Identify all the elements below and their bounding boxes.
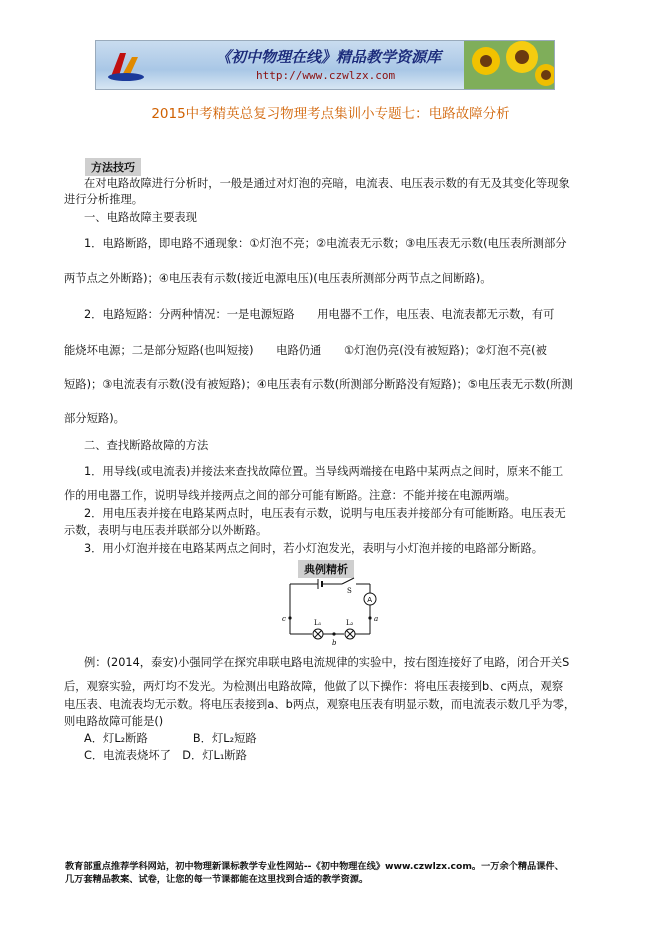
part2-item2-line1: 2．用电压表并接在电路某两点时，电压表有示数，说明与电压表并接部分有可能断路。电压表无 xyxy=(84,507,566,520)
part1-item2-line2: 能烧坏电源；二是部分短路(也叫短接) 电路仍通 ①灯泡仍亮(没有被短路)；②灯泡不亮(被 xyxy=(64,344,547,357)
switch-label: S xyxy=(347,587,352,595)
sunflower-image xyxy=(464,41,554,89)
example-line-4: 则电路故障可能是() xyxy=(64,715,164,728)
part1-item2-line4: 部分短路)。 xyxy=(64,412,125,425)
part1-item2-line1: 2．电路短路：分两种情况：一是电源短路 用电器不工作，电压表、电流表都无示数，有可 xyxy=(84,308,555,321)
node-c-label: c xyxy=(282,615,286,623)
banner-url[interactable]: http://www.czwlzx.com xyxy=(256,69,396,82)
page-footer xyxy=(65,860,564,886)
intro-line-2: 进行分析推理。 xyxy=(64,193,144,206)
example-line-1: 例：(2014，泰安)小强同学在探究串联电路电流规律的实验中，按右图连接好了电路，闭合开关S xyxy=(84,656,570,669)
part1-item1-line2: 两节点之外断路)；④电压表有示数(接近电源电压)(电压表所测部分两节点之间断路)。 xyxy=(64,272,492,285)
example-line-3: 电压表、电流表均无示数。将电压表接到a、b两点，观察电压表有明显示数，而电流表示数几乎为零， xyxy=(64,698,576,711)
part2-item1-line1: 1．用导线(或电流表)并接法来查找故障位置。当导线两端接在电路中某两点之间时，原来不能工 xyxy=(84,465,564,478)
circuit-diagram xyxy=(280,576,390,648)
part2-item2-line2: 示数，表明与电压表并联部分以外断路。 xyxy=(64,524,268,537)
document-title: 2015中考精英总复习物理考点集训小专题七：电路故障分析 xyxy=(151,106,510,122)
part2-heading: 二、查找断路故障的方法 xyxy=(84,439,209,452)
section-label-example: 典例精析 xyxy=(298,560,354,578)
node-a-label: a xyxy=(374,615,379,623)
lamp2-label: L₂ xyxy=(346,619,354,627)
part2-item3: 3．用小灯泡并接在电路某两点之间时，若小灯泡发光，表明与小灯泡并接的电路部分断路。 xyxy=(84,542,544,555)
footer-line-2: 几万套精品教案、试卷，让您的每一节课都能在这里找到合适的教学资源。 xyxy=(65,874,369,885)
banner-title: 《初中物理在线》精品教学资源库 xyxy=(216,48,442,66)
example-line-2: 后，观察实验，两灯均不发光。为检测出电路故障，他做了以下操作：将电压表接到b、c两点，观察 xyxy=(64,680,564,693)
part1-item2-line3: 短路)；③电流表有示数(没有被短路)；④电压表有示数(所测部分断路没有短路)；⑤电压表无示数(所测 xyxy=(64,378,573,391)
part1-item1-line1: 1．电路断路，即电路不通现象：①灯泡不亮；②电流表无示数；③电压表无示数(电压表所测部分 xyxy=(84,237,567,250)
part2-item1-line2: 作的用电器工作，说明导线并接两点之间的部分可能有断路。注意：不能并接在电源两端。 xyxy=(64,489,516,502)
node-b-label: b xyxy=(332,639,337,647)
option-row-1: A．灯L₂断路 B．灯L₂短路 xyxy=(84,732,257,745)
intro-line-1: 在对电路故障进行分析时，一般是通过对灯泡的亮暗，电流表、电压表示数的有无及其变化等现象 xyxy=(84,177,570,190)
footer-line-1: 教育部重点推荐学科网站，初中物理新课标教学专业性网站--《初中物理在线》www.czwlzx.com。一万余个精品课件、 xyxy=(65,861,564,872)
ammeter-label: A xyxy=(367,595,373,604)
lamp1-label: L₁ xyxy=(314,619,322,627)
part1-heading: 一、电路故障主要表现 xyxy=(84,211,197,224)
section-label-method: 方法技巧 xyxy=(85,158,141,176)
switch-lever xyxy=(342,578,354,584)
option-row-2: C．电流表烧坏了 D．灯L₁断路 xyxy=(84,749,247,762)
logo-icon xyxy=(106,47,146,83)
header-banner xyxy=(95,40,555,90)
